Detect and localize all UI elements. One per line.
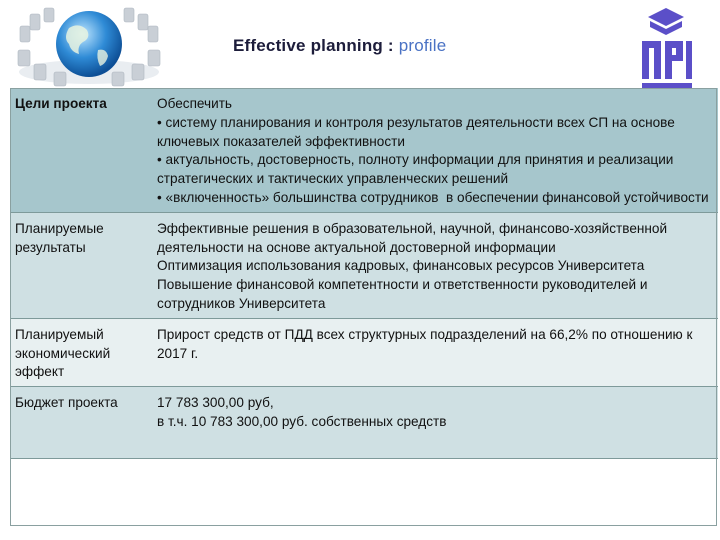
university-logo-icon <box>634 5 698 95</box>
project-profile-table <box>10 88 718 459</box>
value-line: • систему планирования и контроля результатов деятельности всех СП на основе ключевых показателей эффективности <box>157 114 679 149</box>
value-line: Обеспечить <box>157 96 233 111</box>
value-line: 17 783 300,00 руб, <box>157 395 274 411</box>
row-value <box>152 212 718 318</box>
value-line: Оптимизация использования кадровых, финансовых ресурсов Университета <box>157 258 645 274</box>
value-line: Повышение финансовой компетентности и ответственности руководителей и сотрудников Университета <box>157 277 652 311</box>
row-value <box>152 318 718 386</box>
table-row <box>10 387 718 459</box>
table-row <box>10 88 718 212</box>
row-label: Бюджет проекта <box>10 387 152 459</box>
title-accent: profile <box>398 36 447 55</box>
value-line: Эффективные решения в образовательной, научной, финансово-хозяйственной деятельности на основе актуальной достоверной информации <box>157 220 671 255</box>
page-title <box>233 36 446 56</box>
table-row <box>10 212 718 318</box>
table-row <box>10 318 718 386</box>
value-line: • актуальность, достоверность, полноту информации для принятия и реализации стратегических и тактических управленческих решений <box>157 152 678 187</box>
row-value <box>152 88 718 212</box>
globe-meeting-icon <box>14 6 164 88</box>
row-label: Планируемый экономический эффект <box>10 318 152 386</box>
row-label: Планируемые результаты <box>10 212 152 318</box>
row-label: Цели проекта <box>10 88 152 212</box>
value-line: в т.ч. 10 783 300,00 руб. собственных средств <box>157 413 447 429</box>
value-line: Прирост средств от ПДД всех структурных подразделений на 66,2% по отношению к 2017 г. <box>157 326 697 361</box>
value-line: • «включенность» большинства сотрудников в обеспечении финансовой устойчивости <box>157 189 709 205</box>
title-main: Effective planning : <box>233 36 399 55</box>
row-value <box>152 387 718 459</box>
